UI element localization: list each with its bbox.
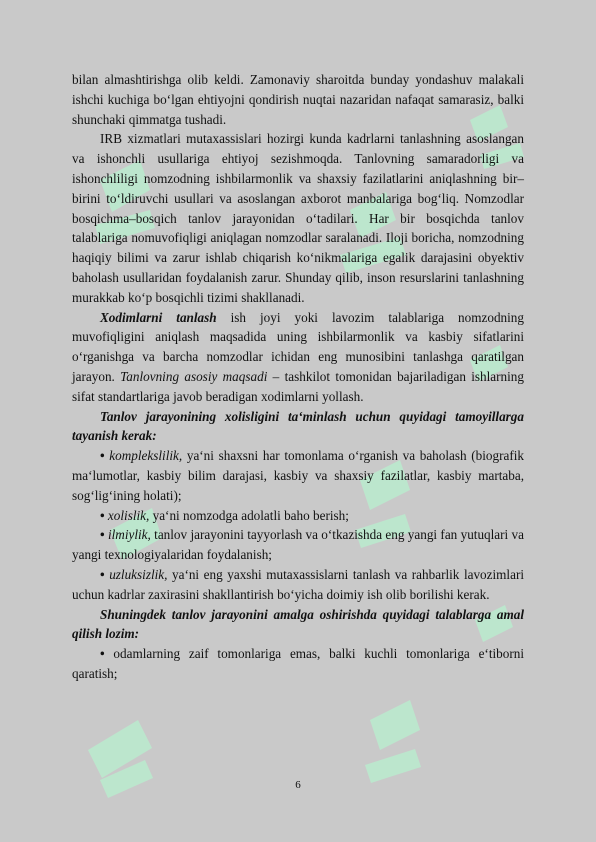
list-item-text: odamlarning zaif tomonlariga emas, balki kuchli tomonlariga e‘tiborni qaratish; xyxy=(72,646,524,681)
bullet-icon: • xyxy=(100,507,105,523)
term-tanlov-maqsadi: Tanlovning asosiy maqsadi xyxy=(120,368,268,384)
term-xodimlarni-tanlash: Xodimlarni tanlash xyxy=(100,309,217,325)
list-item-term: uzluksizlik, xyxy=(109,566,168,582)
page-number: 6 xyxy=(295,779,301,791)
definition-text-1: ish joyi yoki lavozim talablariga nomzodning muvofiqligini aniqlash maqsadida uning ishbilarmonlik va kasbiy sifatlarini o‘rganishga va barcha nomzodlar ichidan eng munosibini tanlashga qaratilgan jarayon. xyxy=(72,309,524,384)
bullet-icon: • xyxy=(100,448,105,464)
list-item-text: ya‘ni eng yaxshi mutaxassislarni tanlash va rahbarlik lavozimlari uchun kadrlar zaxirasini shakllantirish bo‘yicha doimiy ish olib borilishi kerak. xyxy=(72,566,524,602)
list-item-text: ya‘ni nomzodga adolatli baho berish; xyxy=(149,507,349,523)
list-item-term: komplekslilik, xyxy=(109,448,183,464)
bullet-icon: • xyxy=(100,566,105,582)
list-item xyxy=(72,506,524,526)
bullet-icon: • xyxy=(100,646,105,662)
list-item-text: ya‘ni shaxsni har tomonlama o‘rganish va baholash (biografik ma‘lumotlar, kasbiy bilim darajasi, kasbiy va shaxsiy fazilatlar, kasbiy martaba, sog‘lig‘ining holati); xyxy=(72,448,524,503)
section-heading-requirements: Shuningdek tanlov jarayonini amalga oshirishda quyidagi talablarga amal qilish lozim: xyxy=(72,606,524,642)
list-item xyxy=(72,525,524,565)
paragraph-irb: IRB xizmatlari mutaxassislari hozirgi kunda kadrlarni tanlashning asoslangan va ishonchli usullariga ehtiyoj sezishmoqda. Tanlovning samaradorligi va ishonchliligi nomzodning ishbilarmonlik va shaxsiy fazilatlarini aniqlashning bir–birini to‘ldiruvchi usullari va asoslangan axborot manbalariga bog‘liq. Nomzodlar bosqichma–bosqich tanlov jarayonidan o‘tadilari. Har bir bosqichda tanlov talablariga nomuvofiqligi aniqlagan nomzodlar saralanadi. Iloji boricha, nomzodning haqiqiy bilimi va zarur ishlab chiqarish ko‘nikmalariga egalik darajasini obyektiv baholash usullaridan foydalanish zarur. Shunday qilib, inson resurslarini tanlashning murakkab ko‘p bosqichli tizimi shakllanadi. xyxy=(72,131,524,305)
document-body xyxy=(72,70,524,684)
section-heading-principles: Tanlov jarayonining xolisligini ta‘minlash uchun quyidagi tamoyillarga tayanish kerak: xyxy=(72,408,524,444)
list-item xyxy=(72,644,524,684)
definition-text-2: – tashkilot tomonidan bajariladigan ishlarning sifat standartlariga javob beradigan xodimlarni yollash. xyxy=(72,368,524,404)
list-item-term: ilmiylik, xyxy=(107,527,151,543)
list-item xyxy=(72,446,524,505)
list-item-text: tanlov jarayonini tayyorlash va o‘tkazishda eng yangi fan yutuqlari va yangi texnologiyalaridan foydalanish; xyxy=(72,527,524,563)
list-item-term: xolislik, xyxy=(107,507,150,523)
paragraph-definition xyxy=(72,308,524,407)
list-item xyxy=(72,565,524,605)
bullet-icon: • xyxy=(100,527,105,543)
paragraph-continuation: bilan almashtirishga olib keldi. Zamonaviy sharoitda bunday yondashuv malakali ishchi kuchiga bo‘lgan ehtiyojni qondirish nuqtai nazaridan nafaqat samarasiz, balki shunchaki qimmatga tushadi. xyxy=(72,72,524,127)
